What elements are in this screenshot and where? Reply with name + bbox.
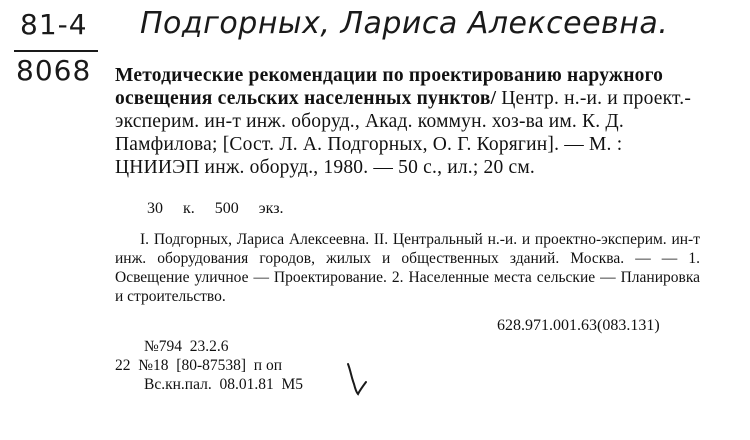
price-cost: 30 к. (147, 200, 195, 217)
record-block (115, 337, 303, 394)
shelfmark-handwritten-top: 81-4 (20, 8, 88, 41)
record-line-3: Вс.кн.пал. 08.01.81 М5 (144, 376, 303, 393)
record-line-2: 22 №18 [80-87538] п оп (115, 357, 282, 374)
record-line-1: №794 23.2.6 (144, 338, 229, 355)
checkmark-handwritten-icon (342, 362, 368, 396)
entry-title: Методические рекомендации по проектированию наружного освещения сельских населенных пунктов/ (115, 65, 664, 109)
print-run: 500 экз. (214, 200, 284, 217)
bibliographic-entry (115, 64, 705, 179)
price-line (147, 200, 284, 218)
shelfmark-handwritten-bottom: 8068 (16, 54, 92, 87)
shelfmark-divider (14, 50, 98, 52)
udc-classification: 628.971.001.63(083.131) (497, 317, 660, 334)
entry-body: Центр. н.-и. и проект.-эксперим. ин-т инж. оборуд., Акад. коммун. хоз-ва им. К. Д. Памфилова; [Сост. Л. А. Подгорных, О. Г. Корягин]. — М. : ЦНИИЭП инж. оборуд., 1980. — 50 с., ил.; 20 см. (115, 88, 692, 178)
author-handwritten: Подгорных, Лариса Алексеевна. (140, 6, 669, 41)
tracing-notes: I. Подгорных, Лариса Алексеевна. II. Центральный н.-и. и проектно-эксперим. ин-т инж. оборудования городов, жилых и общественных зданий. Москва. — — 1. Освещение уличное — Проектирование. 2. Населенные места сельские — Планировка и строительство. (115, 231, 700, 305)
